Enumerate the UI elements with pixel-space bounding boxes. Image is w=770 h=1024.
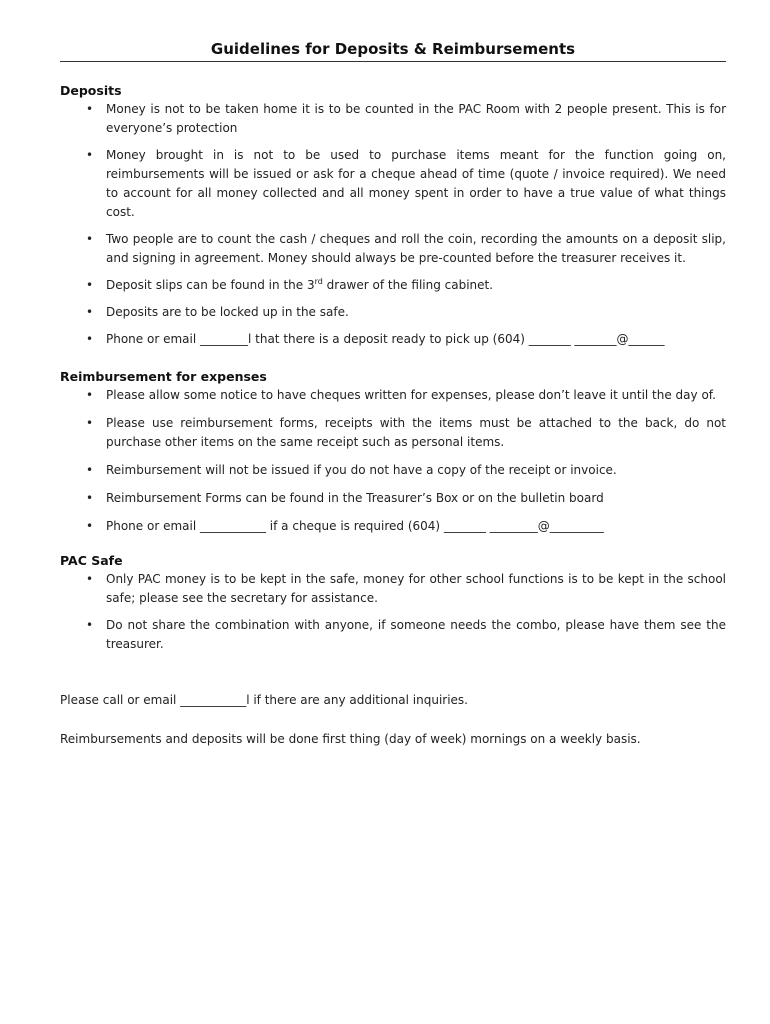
bullet-icon: • (86, 102, 94, 116)
safe-heading: PAC Safe (60, 553, 123, 568)
bullet-icon: • (86, 572, 94, 586)
list-item: • Reimbursement will not be issued if you do not have a copy of the receipt or invoice. (60, 461, 726, 480)
schedule-paragraph: Reimbursements and deposits will be done first thing (day of week) mornings on a weekly basis. (60, 732, 641, 746)
deposits-list (60, 100, 726, 349)
bullet-icon: • (86, 618, 94, 632)
list-item: • Deposit slips can be found in the 3rd drawer of the filing cabinet. (60, 276, 726, 295)
bullet-icon: • (86, 388, 94, 402)
bullet-icon: • (86, 463, 94, 477)
list-item: • Please allow some notice to have cheques written for expenses, please don’t leave it until the day of. (60, 386, 726, 405)
title-underline (60, 61, 726, 62)
bullet-icon: • (86, 332, 94, 346)
list-item: • Deposits are to be locked up in the safe. (60, 303, 726, 322)
list-item: • Phone or email ___________ if a cheque is required (604) _______ ________@_________ (60, 517, 726, 536)
list-item: • Money is not to be taken home it is to be counted in the PAC Room with 2 people present. This is for everyone’s protection (86, 102, 726, 135)
bullet-icon: • (86, 491, 94, 505)
bullet-icon: • (86, 519, 94, 533)
safe-section (60, 552, 726, 662)
list-item: • Phone or email ________l that there is a deposit ready to pick up (604) _______ _______@______ (60, 330, 726, 349)
list-item: • Two people are to count the cash / cheques and roll the coin, recording the amounts on a deposit slip, and signing in agreement. Money should always be pre-counted before the treasurer receives it. (86, 232, 726, 265)
list-item: • Money brought in is not to be used to purchase items meant for the function going on, reimbursements will be issued or ask for a cheque ahead of time (quote / invoice required). We need to account for all money collected and all money spent in order to have a true value of what things cost. (86, 148, 726, 219)
list-item: • Do not share the combination with anyone, if someone needs the combo, please have them see the treasurer. (86, 618, 726, 651)
list-item: • Reimbursement Forms can be found in the Treasurer’s Box or on the bulletin board (60, 489, 726, 508)
reimbursement-heading: Reimbursement for expenses (60, 369, 267, 384)
deposits-heading: Deposits (60, 83, 122, 98)
bullet-icon: • (86, 305, 94, 319)
safe-list (60, 570, 726, 654)
bullet-icon: • (86, 148, 94, 162)
page-title: Guidelines for Deposits & Reimbursements (210, 40, 576, 58)
reimbursement-list (60, 386, 726, 536)
bullet-icon: • (86, 278, 94, 292)
reimbursement-section (60, 368, 726, 545)
bullet-icon: • (86, 232, 94, 246)
list-item: • Please use reimbursement forms, receipts with the items must be attached to the back, do not purchase other items on the same receipt such as personal items. (86, 416, 726, 449)
bullet-icon: • (86, 416, 94, 430)
inquiries-paragraph: Please call or email ___________l if there are any additional inquiries. (60, 693, 468, 707)
list-item: • Only PAC money is to be kept in the safe, money for other school functions is to be kept in the school safe; please see the secretary for assistance. (86, 572, 726, 605)
deposits-section (60, 82, 726, 357)
